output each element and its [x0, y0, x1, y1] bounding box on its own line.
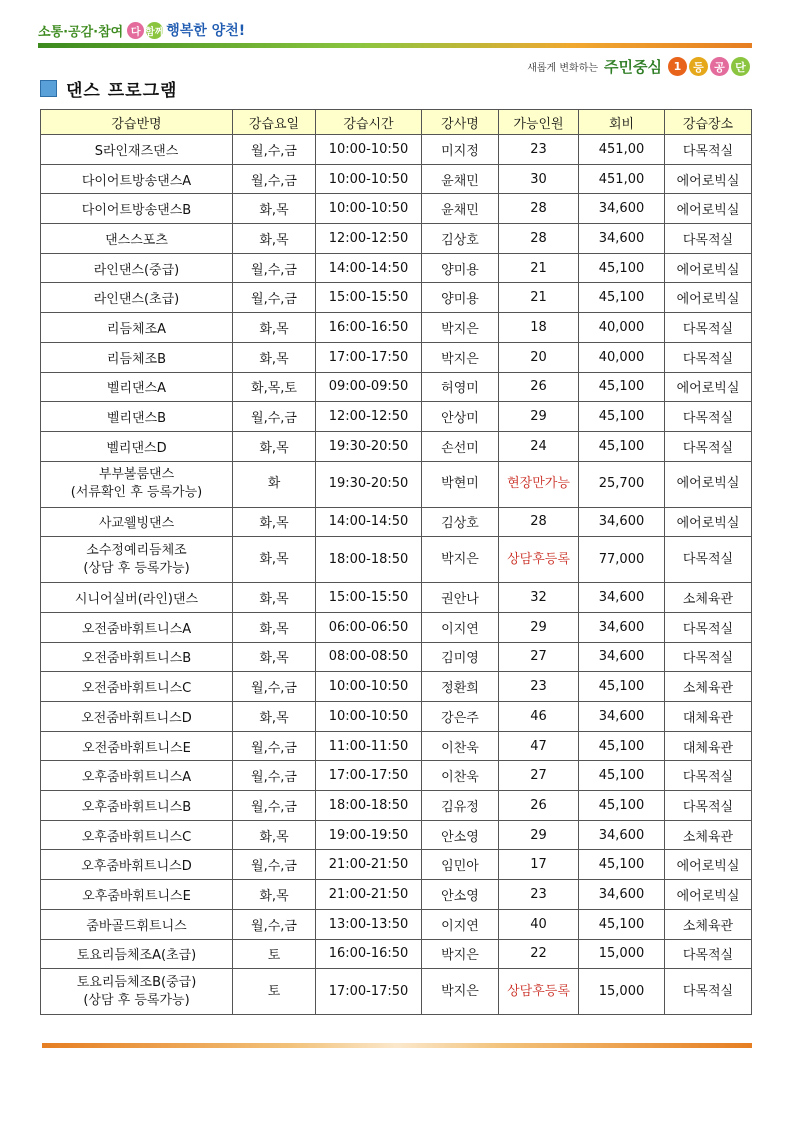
fee-cell: 451,00 — [579, 164, 665, 194]
time-cell: 16:00-16:50 — [316, 313, 422, 343]
days-cell: 월,수,금 — [233, 791, 316, 821]
center-circle-3: 공 — [710, 57, 729, 76]
center-title: 주민중심 — [604, 58, 662, 76]
table-row — [41, 731, 752, 761]
place-cell: 에어로빅실 — [665, 880, 752, 910]
time-cell: 10:00-10:50 — [316, 702, 422, 732]
teacher-cell: 박지은 — [422, 969, 499, 1015]
col-header-teacher: 강사명 — [422, 110, 499, 135]
fee-cell: 45,100 — [579, 402, 665, 432]
teacher-cell: 윤채민 — [422, 194, 499, 224]
slogan-brand: 행복한 양천! — [166, 23, 246, 39]
class-name: 오전줌바휘트니스B — [81, 651, 192, 667]
capacity-cell: 20 — [499, 342, 579, 372]
col-header-capacity: 가능인원 — [499, 110, 579, 135]
capacity-cell: 28 — [499, 507, 579, 537]
class-name: 라인댄스(중급) — [93, 262, 180, 278]
teacher-cell: 박지은 — [422, 342, 499, 372]
time-cell: 15:00-15:50 — [316, 583, 422, 613]
teacher-cell: 김상호 — [422, 507, 499, 537]
table-row — [41, 372, 752, 402]
fee-cell: 45,100 — [579, 909, 665, 939]
teacher-cell: 김유정 — [422, 791, 499, 821]
class-name-cell — [41, 820, 233, 850]
capacity-cell: 32 — [499, 583, 579, 613]
capacity-cell: 상담후등록 — [499, 969, 579, 1015]
class-name: 리듬체조B — [106, 351, 167, 367]
time-cell: 18:00-18:50 — [316, 791, 422, 821]
class-name-cell — [41, 135, 233, 165]
class-name-cell — [41, 672, 233, 702]
class-name: 소수정예리듬체조 — [86, 542, 187, 558]
class-name: 오후줌바휘트니스A — [81, 770, 192, 786]
days-cell: 월,수,금 — [233, 761, 316, 791]
capacity-cell: 23 — [499, 672, 579, 702]
table-row — [41, 672, 752, 702]
fee-cell: 25,700 — [579, 461, 665, 507]
place-cell: 다목적실 — [665, 969, 752, 1015]
place-cell: 에어로빅실 — [665, 850, 752, 880]
days-cell: 화,목 — [233, 702, 316, 732]
days-cell: 화,목 — [233, 537, 316, 583]
slogan-prefix: 소통·공감·참여 — [38, 24, 124, 40]
teacher-cell: 강은주 — [422, 702, 499, 732]
time-cell: 13:00-13:50 — [316, 909, 422, 939]
class-name-cell — [41, 461, 233, 507]
class-name-cell — [41, 939, 233, 969]
days-cell: 화,목 — [233, 313, 316, 343]
section-heading — [40, 76, 177, 101]
table-row — [41, 313, 752, 343]
teacher-cell: 이지연 — [422, 612, 499, 642]
class-name-cell — [41, 431, 233, 461]
days-cell: 화,목 — [233, 880, 316, 910]
days-cell: 화,목,토 — [233, 372, 316, 402]
table-row — [41, 909, 752, 939]
days-cell: 화,목 — [233, 342, 316, 372]
time-cell: 10:00-10:50 — [316, 194, 422, 224]
class-name: 오후줌바휘트니스C — [81, 829, 192, 845]
capacity-cell: 26 — [499, 372, 579, 402]
class-name: 오후줌바휘트니스B — [81, 799, 192, 815]
time-cell: 10:00-10:50 — [316, 164, 422, 194]
time-cell: 19:30-20:50 — [316, 461, 422, 507]
fee-cell: 40,000 — [579, 313, 665, 343]
teacher-cell: 안소영 — [422, 820, 499, 850]
teacher-cell: 양미용 — [422, 253, 499, 283]
fee-cell: 77,000 — [579, 537, 665, 583]
col-header-days: 강습요일 — [233, 110, 316, 135]
capacity-cell: 47 — [499, 731, 579, 761]
fee-cell: 45,100 — [579, 791, 665, 821]
fee-cell: 451,00 — [579, 135, 665, 165]
capacity-cell: 22 — [499, 939, 579, 969]
fee-cell: 45,100 — [579, 253, 665, 283]
time-cell: 17:00-17:50 — [316, 761, 422, 791]
table-row — [41, 461, 752, 507]
teacher-cell: 안상미 — [422, 402, 499, 432]
days-cell: 화,목 — [233, 612, 316, 642]
class-name: S라인재즈댄스 — [94, 143, 179, 159]
time-cell: 09:00-09:50 — [316, 372, 422, 402]
slogan-badge-1: 다 — [127, 22, 144, 39]
time-cell: 17:00-17:50 — [316, 969, 422, 1015]
days-cell: 화,목 — [233, 642, 316, 672]
class-name-cell — [41, 702, 233, 732]
place-cell: 에어로빅실 — [665, 164, 752, 194]
fee-cell: 34,600 — [579, 820, 665, 850]
capacity-cell: 상담후등록 — [499, 537, 579, 583]
class-name-cell — [41, 313, 233, 343]
days-cell: 화 — [233, 461, 316, 507]
fee-cell: 34,600 — [579, 194, 665, 224]
class-name-cell — [41, 909, 233, 939]
fee-cell: 45,100 — [579, 672, 665, 702]
days-cell: 화,목 — [233, 194, 316, 224]
table-row — [41, 761, 752, 791]
teacher-cell: 이찬욱 — [422, 731, 499, 761]
fee-cell: 45,100 — [579, 431, 665, 461]
class-name: 다이어트방송댄스B — [81, 203, 192, 219]
teacher-cell: 윤채민 — [422, 164, 499, 194]
place-cell: 다목적실 — [665, 135, 752, 165]
class-name-cell — [41, 253, 233, 283]
class-name-cell — [41, 507, 233, 537]
place-cell: 소체육관 — [665, 672, 752, 702]
table-header-row — [41, 110, 752, 135]
table-row — [41, 402, 752, 432]
time-cell: 19:00-19:50 — [316, 820, 422, 850]
place-cell: 대체육관 — [665, 731, 752, 761]
place-cell: 소체육관 — [665, 820, 752, 850]
class-name-cell — [41, 537, 233, 583]
teacher-cell: 정환희 — [422, 672, 499, 702]
fee-cell: 40,000 — [579, 342, 665, 372]
class-name: 토요리듬체조A(초급) — [76, 948, 197, 964]
place-cell: 다목적실 — [665, 791, 752, 821]
teacher-cell: 이지연 — [422, 909, 499, 939]
top-divider — [38, 43, 752, 48]
teacher-cell: 박지은 — [422, 939, 499, 969]
class-name: 오전줌바휘트니스E — [82, 740, 191, 756]
table-row — [41, 702, 752, 732]
days-cell: 화,목 — [233, 224, 316, 254]
table-row — [41, 431, 752, 461]
time-cell: 15:00-15:50 — [316, 283, 422, 313]
class-name: 오후줌바휘트니스D — [81, 859, 192, 875]
class-name-cell — [41, 283, 233, 313]
place-cell: 다목적실 — [665, 342, 752, 372]
place-cell: 에어로빅실 — [665, 194, 752, 224]
teacher-cell: 양미용 — [422, 283, 499, 313]
teacher-cell: 박지은 — [422, 313, 499, 343]
capacity-cell: 24 — [499, 431, 579, 461]
class-name-cell — [41, 612, 233, 642]
place-cell: 에어로빅실 — [665, 372, 752, 402]
class-name-cell — [41, 761, 233, 791]
place-cell: 다목적실 — [665, 761, 752, 791]
class-name: 오후줌바휘트니스E — [82, 888, 191, 904]
teacher-cell: 허영미 — [422, 372, 499, 402]
time-cell: 14:00-14:50 — [316, 507, 422, 537]
days-cell: 월,수,금 — [233, 402, 316, 432]
center-logo — [527, 56, 750, 77]
teacher-cell: 손선미 — [422, 431, 499, 461]
fee-cell: 45,100 — [579, 283, 665, 313]
class-name-cell — [41, 342, 233, 372]
class-name-cell — [41, 642, 233, 672]
center-tagline: 새롭게 변화하는 — [527, 63, 599, 74]
place-cell: 에어로빅실 — [665, 253, 752, 283]
class-name: 벨리댄스D — [106, 440, 167, 456]
class-name: 리듬체조A — [106, 321, 167, 337]
place-cell: 에어로빅실 — [665, 461, 752, 507]
fee-cell: 45,100 — [579, 731, 665, 761]
place-cell: 대체육관 — [665, 702, 752, 732]
square-bullet-icon — [40, 80, 57, 97]
col-header-place: 강습장소 — [665, 110, 752, 135]
time-cell: 12:00-12:50 — [316, 402, 422, 432]
time-cell: 10:00-10:50 — [316, 672, 422, 702]
teacher-cell: 김상호 — [422, 224, 499, 254]
capacity-cell: 26 — [499, 791, 579, 821]
place-cell: 에어로빅실 — [665, 507, 752, 537]
days-cell: 월,수,금 — [233, 850, 316, 880]
capacity-cell: 17 — [499, 850, 579, 880]
fee-cell: 34,600 — [579, 642, 665, 672]
time-cell: 08:00-08:50 — [316, 642, 422, 672]
days-cell: 토 — [233, 969, 316, 1015]
slogan-badge-2: 함께 — [146, 22, 163, 39]
place-cell: 다목적실 — [665, 612, 752, 642]
teacher-cell: 박지은 — [422, 537, 499, 583]
class-name: 오전줌바휘트니스D — [81, 710, 192, 726]
fee-cell: 34,600 — [579, 224, 665, 254]
class-name: 토요리듬체조B(중급) — [76, 974, 197, 990]
capacity-cell: 21 — [499, 283, 579, 313]
days-cell: 화,목 — [233, 583, 316, 613]
table-row — [41, 194, 752, 224]
class-name-cell — [41, 791, 233, 821]
class-name-cell — [41, 224, 233, 254]
time-cell: 14:00-14:50 — [316, 253, 422, 283]
fee-cell: 45,100 — [579, 372, 665, 402]
time-cell: 11:00-11:50 — [316, 731, 422, 761]
class-name-cell — [41, 583, 233, 613]
time-cell: 21:00-21:50 — [316, 880, 422, 910]
slogan — [38, 20, 245, 40]
days-cell: 월,수,금 — [233, 164, 316, 194]
class-name: 벨리댄스A — [106, 381, 167, 397]
place-cell: 다목적실 — [665, 224, 752, 254]
class-name-cell — [41, 969, 233, 1015]
center-circle-1: 1 — [668, 57, 687, 76]
table-row — [41, 135, 752, 165]
place-cell: 다목적실 — [665, 939, 752, 969]
place-cell: 다목적실 — [665, 537, 752, 583]
table-row — [41, 342, 752, 372]
col-header-time: 강습시간 — [316, 110, 422, 135]
time-cell: 12:00-12:50 — [316, 224, 422, 254]
teacher-cell: 미지정 — [422, 135, 499, 165]
table-row — [41, 253, 752, 283]
class-name-cell — [41, 164, 233, 194]
table-row — [41, 224, 752, 254]
col-header-fee: 회비 — [579, 110, 665, 135]
days-cell: 화,목 — [233, 431, 316, 461]
capacity-cell: 30 — [499, 164, 579, 194]
class-name-note: (상담 후 등록가능) — [83, 992, 190, 1008]
place-cell: 다목적실 — [665, 431, 752, 461]
place-cell: 소체육관 — [665, 583, 752, 613]
fee-cell: 45,100 — [579, 850, 665, 880]
capacity-cell: 27 — [499, 642, 579, 672]
class-name: 줌바골드휘트니스 — [86, 918, 187, 934]
place-cell: 에어로빅실 — [665, 283, 752, 313]
days-cell: 월,수,금 — [233, 135, 316, 165]
fee-cell: 15,000 — [579, 969, 665, 1015]
place-cell: 다목적실 — [665, 642, 752, 672]
class-name: 오전줌바휘트니스C — [81, 681, 192, 697]
capacity-cell: 46 — [499, 702, 579, 732]
teacher-cell: 안소영 — [422, 880, 499, 910]
capacity-cell: 29 — [499, 612, 579, 642]
class-name-cell — [41, 880, 233, 910]
capacity-cell: 40 — [499, 909, 579, 939]
fee-cell: 34,600 — [579, 583, 665, 613]
table-row — [41, 642, 752, 672]
days-cell: 화,목 — [233, 507, 316, 537]
class-name: 라인댄스(초급) — [93, 292, 180, 308]
class-name-cell — [41, 194, 233, 224]
center-circle-4: 단 — [731, 57, 750, 76]
table-row — [41, 791, 752, 821]
capacity-cell: 18 — [499, 313, 579, 343]
time-cell: 06:00-06:50 — [316, 612, 422, 642]
fee-cell: 15,000 — [579, 939, 665, 969]
days-cell: 월,수,금 — [233, 253, 316, 283]
class-name-cell — [41, 850, 233, 880]
capacity-cell: 23 — [499, 135, 579, 165]
place-cell: 다목적실 — [665, 402, 752, 432]
days-cell: 토 — [233, 939, 316, 969]
class-name-cell — [41, 402, 233, 432]
class-name: 부부볼룸댄스 — [98, 467, 175, 483]
table-row — [41, 612, 752, 642]
fee-cell: 34,600 — [579, 507, 665, 537]
days-cell: 월,수,금 — [233, 672, 316, 702]
capacity-cell: 23 — [499, 880, 579, 910]
time-cell: 16:00-16:50 — [316, 939, 422, 969]
center-circle-2: 등 — [689, 57, 708, 76]
table-row — [41, 583, 752, 613]
class-name-note: (서류확인 후 등록가능) — [70, 485, 203, 501]
class-name: 사교웰빙댄스 — [98, 516, 175, 532]
table-row — [41, 820, 752, 850]
time-cell: 10:00-10:50 — [316, 135, 422, 165]
time-cell: 21:00-21:50 — [316, 850, 422, 880]
table-row — [41, 880, 752, 910]
class-name: 댄스스포츠 — [105, 232, 168, 248]
capacity-cell: 21 — [499, 253, 579, 283]
class-name: 벨리댄스B — [106, 411, 167, 427]
capacity-cell: 29 — [499, 820, 579, 850]
program-table — [40, 109, 752, 1015]
capacity-cell: 27 — [499, 761, 579, 791]
capacity-cell: 28 — [499, 194, 579, 224]
class-name-cell — [41, 372, 233, 402]
time-cell: 19:30-20:50 — [316, 431, 422, 461]
fee-cell: 34,600 — [579, 880, 665, 910]
capacity-cell: 현장만가능 — [499, 461, 579, 507]
time-cell: 17:00-17:50 — [316, 342, 422, 372]
place-cell: 다목적실 — [665, 313, 752, 343]
days-cell: 월,수,금 — [233, 731, 316, 761]
capacity-cell: 28 — [499, 224, 579, 254]
days-cell: 화,목 — [233, 820, 316, 850]
teacher-cell: 박현미 — [422, 461, 499, 507]
teacher-cell: 김미영 — [422, 642, 499, 672]
teacher-cell: 임민아 — [422, 850, 499, 880]
class-name: 오전줌바휘트니스A — [81, 621, 192, 637]
table-row — [41, 939, 752, 969]
table-row — [41, 507, 752, 537]
class-name: 다이어트방송댄스A — [81, 173, 192, 189]
fee-cell: 45,100 — [579, 761, 665, 791]
time-cell: 18:00-18:50 — [316, 537, 422, 583]
table-row — [41, 850, 752, 880]
section-title: 댄스 프로그램 — [66, 81, 178, 101]
teacher-cell: 권안나 — [422, 583, 499, 613]
fee-cell: 34,600 — [579, 612, 665, 642]
days-cell: 월,수,금 — [233, 283, 316, 313]
col-header-name: 강습반명 — [41, 110, 233, 135]
place-cell: 소체육관 — [665, 909, 752, 939]
table-row — [41, 969, 752, 1015]
table-row — [41, 537, 752, 583]
fee-cell: 34,600 — [579, 702, 665, 732]
teacher-cell: 이찬욱 — [422, 761, 499, 791]
days-cell: 월,수,금 — [233, 909, 316, 939]
table-row — [41, 283, 752, 313]
class-name-cell — [41, 731, 233, 761]
class-name-note: (상담 후 등록가능) — [83, 560, 190, 576]
table-row — [41, 164, 752, 194]
class-name: 시니어실버(라인)댄스 — [74, 592, 199, 608]
capacity-cell: 29 — [499, 402, 579, 432]
bottom-divider — [42, 1043, 752, 1048]
